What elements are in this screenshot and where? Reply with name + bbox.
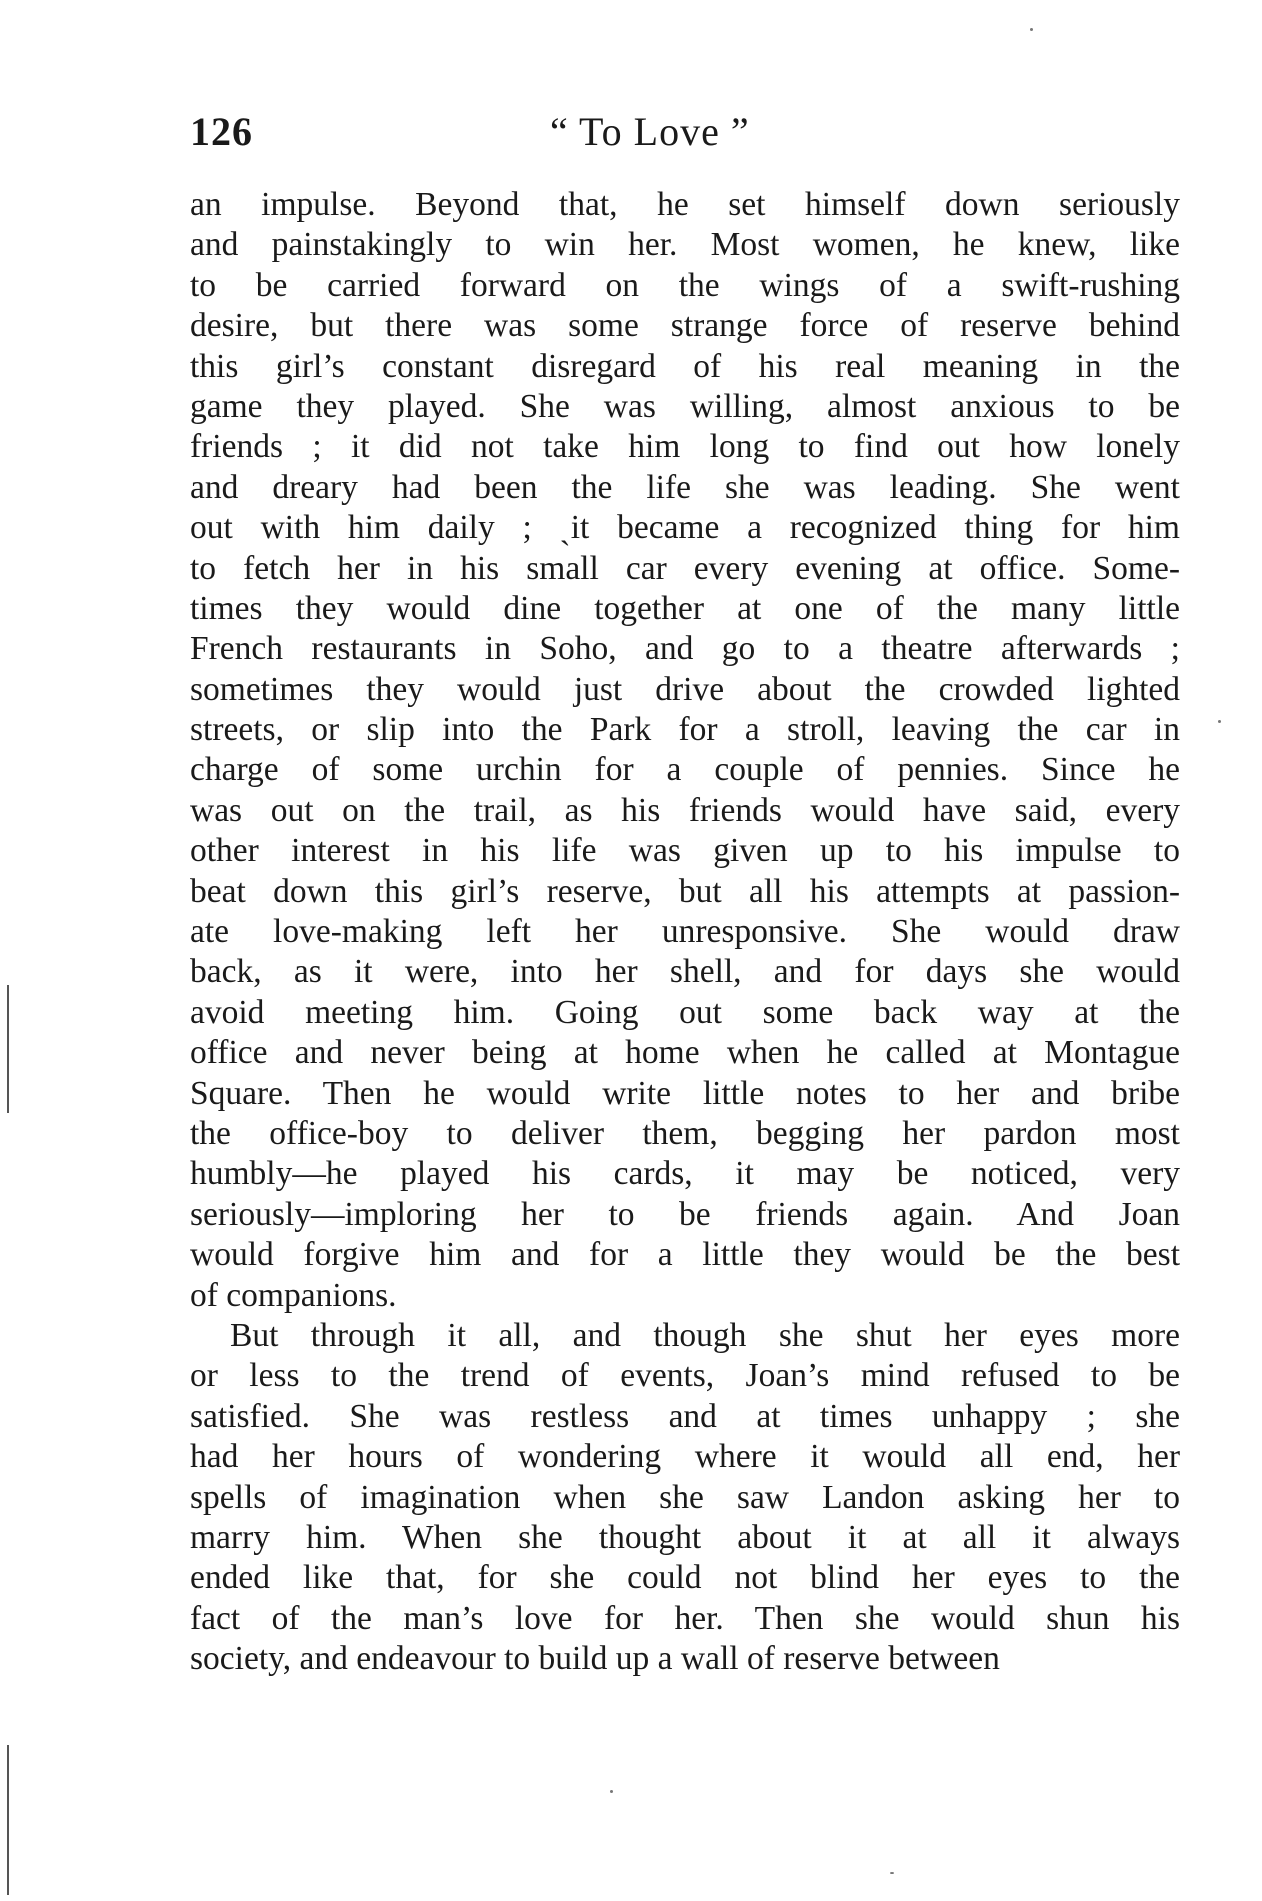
scan-speck: [1218, 720, 1221, 723]
running-title: “ To Love ”: [550, 109, 750, 154]
text-line: had her hours of wondering where it would all end, her: [190, 1438, 1180, 1476]
text-line: streets, or slip into the Park for a stroll, leaving the car in: [190, 711, 1180, 749]
text-line: seriously—imploring her to be friends again. And Joan: [190, 1195, 1180, 1233]
text-line: to fetch her in his small car every evening at office. Some-: [190, 549, 1180, 587]
text-line: was out on the trail, as his friends would have said, every: [190, 791, 1180, 829]
text-line: marry him. When she thought about it at all it always: [190, 1518, 1180, 1556]
text-line: out with him daily ; ˎit became a recognized thing for him: [190, 509, 1180, 547]
text-line: game they played. She was willing, almost anxious to be: [190, 387, 1180, 425]
page-number: 126: [190, 109, 253, 154]
body-text: [190, 185, 1180, 1679]
running-head: [190, 108, 1180, 156]
text-line: other interest in his life was given up to his impulse to: [190, 832, 1180, 870]
text-line: times they would dine together at one of the many little: [190, 589, 1180, 627]
text-line: the office-boy to deliver them, begging her pardon most: [190, 1114, 1180, 1152]
text-line: avoid meeting him. Going out some back way at the: [190, 993, 1180, 1031]
text-line: beat down this girl’s reserve, but all his attempts at passion-: [190, 872, 1180, 910]
scan-speck: [1030, 28, 1033, 31]
text-line: French restaurants in Soho, and go to a theatre afterwards ;: [190, 630, 1180, 668]
paragraph: [190, 185, 1180, 1316]
text-line: spells of imagination when she saw Landon asking her to: [190, 1478, 1180, 1516]
scan-speck: [890, 1872, 894, 1874]
margin-scan-mark: [7, 985, 9, 1113]
text-line: and dreary had been the life she was leading. She went: [190, 468, 1180, 506]
paragraph: [190, 1316, 1180, 1680]
text-line: desire, but there was some strange force of reserve behind: [190, 307, 1180, 345]
margin-scan-mark: [7, 1745, 9, 1895]
text-line: charge of some urchin for a couple of pennies. Since he: [190, 751, 1180, 789]
text-line: would forgive him and for a little they would be the best: [190, 1236, 1180, 1274]
text-line: Square. Then he would write little notes to her and bribe: [190, 1074, 1180, 1112]
text-line: friends ; it did not take him long to find out how lonely: [190, 428, 1180, 466]
text-line: fact of the man’s love for her. Then she would shun his: [190, 1599, 1180, 1637]
text-line: office and never being at home when he called at Montague: [190, 1034, 1180, 1072]
text-line: and painstakingly to win her. Most women, he knew, like: [190, 226, 1180, 264]
text-line: ended like that, for she could not blind her eyes to the: [190, 1559, 1180, 1597]
text-line: back, as it were, into her shell, and for days she would: [190, 953, 1180, 991]
text-line: satisfied. She was restless and at times unhappy ; she: [190, 1397, 1180, 1435]
text-line: sometimes they would just drive about the crowded lighted: [190, 670, 1180, 708]
text-line: this girl’s constant disregard of his real meaning in the: [190, 347, 1180, 385]
scan-speck: [610, 1790, 613, 1793]
text-line: to be carried forward on the wings of a swift-rushing: [190, 266, 1180, 304]
text-line: or less to the trend of events, Joan’s mind refused to be: [190, 1357, 1180, 1395]
text-line: ate love-making left her unresponsive. She would draw: [190, 913, 1180, 951]
text-line: humbly—he played his cards, it may be noticed, very: [190, 1155, 1180, 1193]
text-line: an impulse. Beyond that, he set himself down seriously: [190, 186, 1180, 223]
text-line: society, and endeavour to build up a wall of reserve between: [190, 1640, 1000, 1678]
text-line: But through it all, and though she shut her eyes more: [230, 1316, 1180, 1354]
text-line: of companions.: [190, 1276, 397, 1314]
